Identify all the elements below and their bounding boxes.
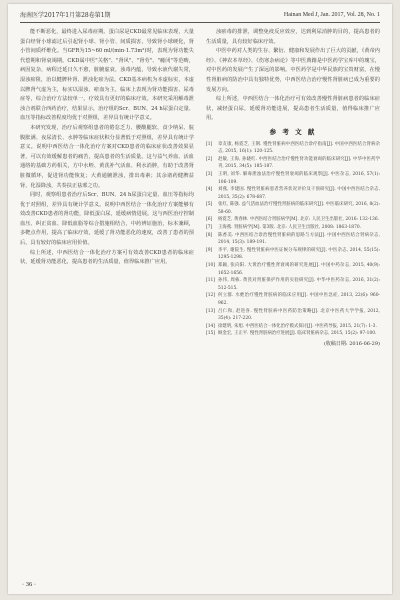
reference-number: [7] xyxy=(206,225,213,231)
reference-item xyxy=(206,247,380,262)
reference-text: 郑颖, 张向阳. 大黄治疗慢性肾衰竭的研究进展[J]. 中国中药杂志, 2015, 40(9): 1652-1656. xyxy=(218,263,380,276)
reference-item xyxy=(206,216,380,224)
reference-number: [5] xyxy=(206,202,213,208)
running-header xyxy=(20,10,380,23)
reference-number: [10] xyxy=(206,263,216,269)
reference-item xyxy=(206,308,380,323)
reference-text: 章友康, 杨霓芝, 王钢. 慢性肾脏病中西医结合诊疗指南[J]. 中国中西医结合肾病杂志, 2015, 16(1): 120-125. xyxy=(218,141,380,155)
reference-number: [15] xyxy=(206,331,216,337)
reference-text: 刘燕, 李建国. 慢性肾脏病患者营养状况评价及干预研究[J]. 中国中西医结合杂志, 2015, 35(2): 678-687. xyxy=(218,187,380,200)
page-number: · 36 · xyxy=(22,581,37,588)
journal-page xyxy=(8,4,392,594)
reference-text: 徐建明, 朱旭. 中西医结合一体化治疗模式探讨[J]. 中医药导报, 2015, 21(7): 1-3. xyxy=(218,323,377,329)
reference-item xyxy=(206,171,380,186)
reference-text: 顾金宏, 王正平. 慢性肾脏病治疗进展[J]. 临床肾脏病杂志, 2015, 15(2): 97-100. xyxy=(218,331,377,337)
reference-number: [4] xyxy=(206,187,213,193)
received-date: (收稿日期: 2016-06-29) xyxy=(323,340,380,347)
body-paragraph: 中医中药对人类的生存、繁衍、健康和发展作出了巨大的贡献，《黄帝内经》、《神农本草经》、《伤寒杂病论》等中医典籍是中医药学宝库中的瑰宝，对中医药的发展产生了深远的影响。中医药学是中华民族的宝贵财富，在慢性肾脏病的防治中具有独特优势，中西医结合治疗慢性肾脏病已成为重要的发展方向。 xyxy=(206,48,380,93)
reference-number: [2] xyxy=(206,156,213,162)
reference-number: [12] xyxy=(206,293,216,299)
reference-text: 何立群. 水蛭治疗慢性肾脏病的临床应用[J]. 中国中医急症, 2013, 22(6): 960-962. xyxy=(218,293,380,306)
reference-number: [14] xyxy=(206,323,216,329)
reference-item xyxy=(206,232,380,247)
body-paragraph: 综上所述，中西医结合一体化治疗可有效改善慢性肾脏病患者的临床症状，减轻蛋白尿，延缓肾功能进展，提高患者生活质量，值得临床推广应用。 xyxy=(206,96,380,122)
reference-list xyxy=(206,141,380,338)
reference-item xyxy=(206,201,380,216)
header-journal-cn: 海南医学2017年1月第28卷第1期 xyxy=(20,12,111,19)
references-heading: 参 考 文 献 xyxy=(269,127,317,136)
header-journal-en: Hainan Med J, Jan. 2017, Vol. 28, No. 1 xyxy=(283,12,380,18)
body-paragraph: 综上所述，中西医结合一体化治疗方案可有效改善CKD患者的临床症状，延缓肾功能恶化，提高患者的生活质量，值得临床推广应用。 xyxy=(20,249,194,266)
reference-text: 杨霓芝, 黄春林. 中西医结合肾脏病学[M]. 北京: 人民卫生出版社, 2016: 132-136. xyxy=(218,217,380,223)
reference-item xyxy=(206,323,380,331)
body-paragraph: 能不断恶化，最终进入尿毒症期。蛋白尿是CKD最常见临床表现，大量蛋白经肾小球滤过后引起肾小球、肾小管、间质损害，导致肾小球硬化，肾小管间质纤维化。当GFR为15~60 ml/(min·1.73m²)时，表现为肾功能失代偿期和肾衰竭期。CKD属中医"关格"、"肾风"、"肾劳"、"癃闭"等范畴，病因复杂，病程迁延日久不愈，脏腑虚衰，浊毒内蕴，导致水液代谢失常，湿浊瘀阻，治以健脾补肾、泄浊化瘀为法。CKD基本病机为本虚标实，本虚以脾肾气虚为主，标实以湿浊、瘀血为主，临床上表现为肾功能损害、尿毒症等，综合治疗方法较单一，疗效具有更好的临床疗效。本研究采用解毒泄浊合剂联合西药治疗，结果显示，治疗组的Scr、BUN、24 h尿蛋白定量、血压等指标改善程度均优于对照组，差异具有统计学意义。 xyxy=(20,29,194,122)
reference-number: [11] xyxy=(206,278,216,284)
left-column xyxy=(20,28,194,268)
body-paragraph: 本研究发现，治疗后观察组患者的倦怠乏力、腰酸腿软、食少纳呆、脘腹胀满、夜尿清长、水肿等临床症状积分显著低于对照组，差异具有统计学意义。说明中西医结合一体化治疗方案对CKD患者的临床症状改善效果显著，可以有效缓解患者的痛苦，提高患者的生活质量。这与益气养血、活血通络的基础方药相关，方中水蛭、黄芪补气活血、利水消肿，有助于改善肾脏微循环，促进肾功能恢复；大黄通腑泄浊，排出毒素；其余诸药健脾益肾、化湿降浊，共奏扶正祛邪之功。 xyxy=(20,124,194,189)
reference-item xyxy=(206,292,380,307)
reference-number: [13] xyxy=(206,308,216,314)
reference-text: 王海燕. 肾脏病学[M]. 第3版. 北京: 人民卫生出版社, 2008: 1863-1870. xyxy=(218,225,362,231)
reference-item xyxy=(206,262,380,277)
reference-item xyxy=(206,156,380,171)
body-paragraph: 同时，观察组患者治疗后Scr、BUN、24 h尿蛋白定量、血压等指标均优于对照组，差异具有统计学意义。说明中西医结合一体化治疗方案能够有效改善CKD患者的肾功能，降低蛋白尿，延缓病情进展。这与西医治疗控制血压、纠正贫血、降低血脂等综合措施相结合，中药辨证施治，标本兼顾，多靶点作用，提高了临床疗效，延缓了肾功能恶化的速度，改善了患者的预后，具有较好的临床应用价值。 xyxy=(20,192,194,247)
reference-number: [8] xyxy=(206,232,213,238)
reference-text: 陈香美. 中西医结合诊治慢性肾脏病的思路与方法[J]. 中国中西医结合肾病杂志, 2014, 15(3): 189-191. xyxy=(218,232,380,246)
reference-item xyxy=(206,141,380,156)
reference-text: 王明, 刘华. 解毒泄浊法治疗慢性肾衰竭的临床观察[J]. 中医杂志, 2016, 57(1): 106-109. xyxy=(218,171,380,185)
body-paragraph: 浊瘀毒的排泄，调整免疫反应效应，达到利尿消肿的目的，提高患者的生活质量，具有较好临床疗效。 xyxy=(206,29,380,45)
reference-item xyxy=(206,330,380,338)
reference-number: [1] xyxy=(206,141,213,147)
reference-text: 孙伟, 周栋. 黄芪对肾脏保护作用的实验研究[J]. 中华中医药杂志, 2016, 31(2): 512-515. xyxy=(218,278,380,291)
reference-number: [3] xyxy=(206,171,213,177)
reference-item xyxy=(206,186,380,201)
reference-text: 赵敏, 王海, 孙晓红. 中西医结合治疗慢性肾功能衰竭的临床研究[J]. 中华中医药学刊, 2015, 34(5): 185-187. xyxy=(218,156,380,170)
reference-item xyxy=(206,277,380,292)
reference-item xyxy=(206,224,380,232)
reference-text: 张红, 陈强. 益气活血法治疗慢性肾脏病的临床研究[J]. 中医临床研究, 2016, 8(2): 58-60. xyxy=(218,202,380,215)
reference-number: [9] xyxy=(206,247,213,253)
reference-text: 吕仁和, 赵进喜. 慢性肾脏病中医药防治策略[J]. 北京中医药大学学报, 2012, 35(4): 217-220. xyxy=(218,308,380,322)
right-column xyxy=(206,28,380,350)
reference-text: 李平, 谢院生. 慢性肾脏病中医证候分布规律的研究[J]. 中医杂志, 2014, 55(15): 1295-1298. xyxy=(218,247,380,261)
reference-number: [6] xyxy=(206,217,213,223)
